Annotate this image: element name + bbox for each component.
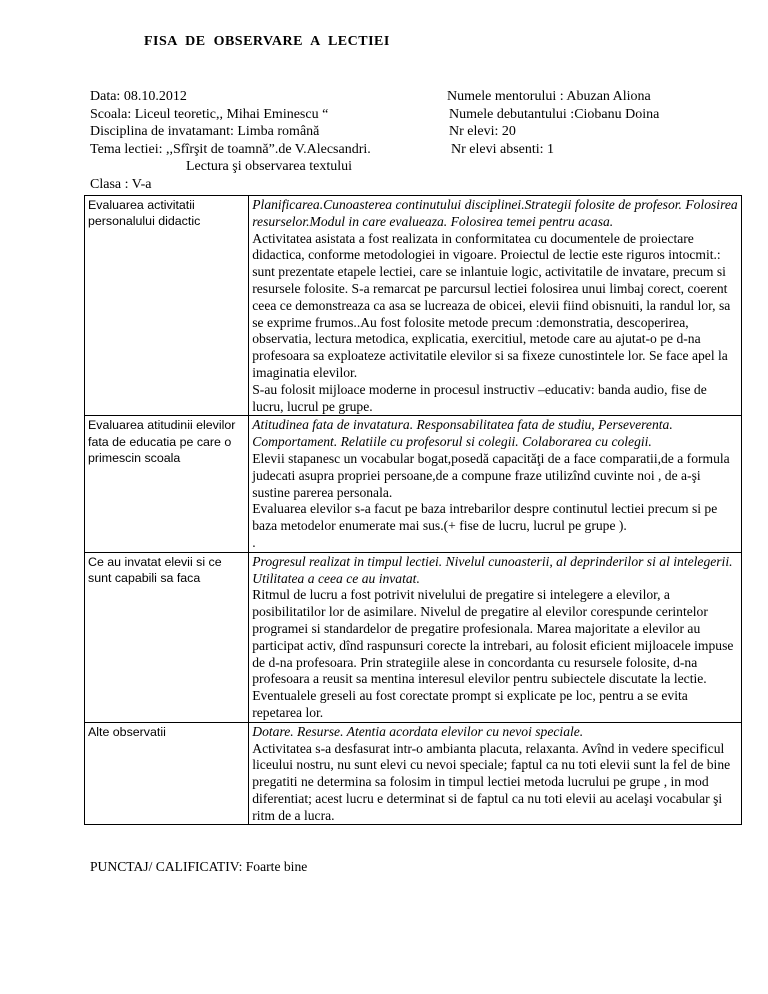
school-name: Scoala: Liceul teoretic,, Mihai Eminescu “ (90, 106, 329, 122)
row-content (249, 552, 742, 722)
observation-text: Activitatea s-a desfasurat intr-o ambianta placuta, relaxanta. Avînd in vedere specificul liceului nostru, nu sunt elevi cu nevoi speciale; faptul ca nu toti elevii sunt la fel de bine pregatiti ne determina sa folosim in timpul lectiei metoda lucrului pe grupe , in mod diferentiat; acest lucru e determinat si de faptul ca nu toti elevii au acelaşi vocabular şi ritm de a lucra. (252, 740, 731, 823)
page-title: FISA DE OBSERVARE A LECTIEI (144, 34, 390, 49)
observation-text: Activitatea asistata a fost realizata in conformitatea cu documentele de proiectare didactica, conforme metodologiei in vigoare. Proiectul de lectie este riguros intocmit.: sunt prezentate etapele lectiei, care se inlantuie logic, activitatile de invatare, precum si resursele folosite. S-a remarcat pe parcursul lectiei folosirea unui limbaj corect, coerent ceea ce demonstreaza ca asa se lucreaza de obicei, elevii fiind obisnuiti, la randul lor, sa se exprime frumos..Au fost folosite metode precum :demonstratia, descoperirea, observatia, lectura metodica, explicatia, exercitiul, metode care au ajutat-o pe d-na profesoara sa exploateze activitatile elevilor si sa fixeze cunostintele lor. Se face apel la imaginatia elevilor. (252, 230, 731, 380)
discipline: Disciplina de invatamant: Limba română (90, 124, 320, 139)
observation-table (84, 195, 742, 825)
row-label: Alte observatii (85, 722, 249, 825)
row-label: Evaluarea atitudinii elevilor fata de educatia pe care o primescin scoala (85, 416, 249, 552)
header-right (447, 88, 659, 158)
row-content (249, 196, 742, 416)
criteria-text: Progresul realizat in timpul lectiei. Nivelul cunoasterii, al deprinderilor si al intelegerii. Utilitatea a ceea ce au invatat. (252, 553, 733, 586)
lesson-topic-continued: Lectura şi observarea textului (186, 159, 352, 174)
lesson-topic: Tema lectiei: ,,Sfîrşit de toamnă”.de V.Alecsandri. (90, 141, 371, 157)
absent-count: Nr elevi absenti: 1 (451, 141, 555, 157)
observation-text: . (252, 534, 256, 550)
observation-text: S-au folosit mijloace moderne in procesul instructiv –educativ: banda audio, fise de lucru, lucrul pe grupe. (252, 381, 707, 414)
table-row (85, 196, 742, 416)
mentor-name: Numele mentorului : Abuzan Aliona (447, 89, 651, 104)
lesson-date: Data: 08.10.2012 (90, 89, 187, 104)
row-content (249, 416, 742, 552)
table-row (85, 552, 742, 722)
observation-text: Ritmul de lucru a fost potrivit nivelului de pregatire si intelegere a elevilor, a posibilitatilor lor de asimilare. Nivelul de pregatire al elevilor corespunde cerintelor programei si standardelor de pregatire profesionala. Marea majoritate a elevilor au participat activ, dînd raspunsuri corecte la intrebari, au folosit eficient mijloacele impuse de d-na profesoara. Prin strategiile alese in concordanta cu resursele folosite, d-na profesoara a reusit sa mentina interesul elevilor pentru subiectele discutate la lectie. Eventualele greseli au fost corectate prompt si explicate pe loc, pentru a se evita repetarea lor. (252, 587, 734, 720)
header-left (90, 88, 371, 193)
class-name: Clasa : V-a (90, 176, 152, 192)
debutant-name: Numele debutantului :Ciobanu Doina (449, 106, 660, 122)
observation-text: Elevii stapanesc un vocabular bogat,posedă capacităţi de a face comparatii,de a formula judecati asupra propriei persoane,de a compune fraze utilizînd cuvinte noi , de a-şi sustine parerea personala. (252, 450, 730, 500)
final-rating: PUNCTAJ/ CALIFICATIV: Foarte bine (90, 859, 308, 874)
row-label: Evaluarea activitatii personalului didactic (85, 196, 249, 416)
table-row (85, 722, 742, 825)
row-label: Ce au invatat elevii si ce sunt capabili sa faca (85, 552, 249, 722)
student-count: Nr elevi: 20 (449, 124, 516, 139)
observation-text: Evaluarea elevilor s-a facut pe baza intrebarilor despre continutul lectiei precum si pe baza metodelor enumerate mai sus.(+ fise de lucru, lucrul pe grupe ). (252, 501, 718, 534)
criteria-text: Dotare. Resurse. Atentia acordata elevilor cu nevoi speciale. (252, 723, 584, 739)
row-content (249, 722, 742, 825)
criteria-text: Planificarea.Cunoasterea continutului disciplinei.Strategii folosite de profesor. Folosirea resurselor.Modul in care evalueaza. Folosirea temei pentru acasa. (252, 197, 738, 229)
table-row (85, 416, 742, 552)
criteria-text: Atitudinea fata de invatatura. Responsabilitatea fata de studiu, Perseverenta. Comportament. Relatiile cu profesorul si colegii. Colaborarea cu colegii. (252, 417, 673, 450)
